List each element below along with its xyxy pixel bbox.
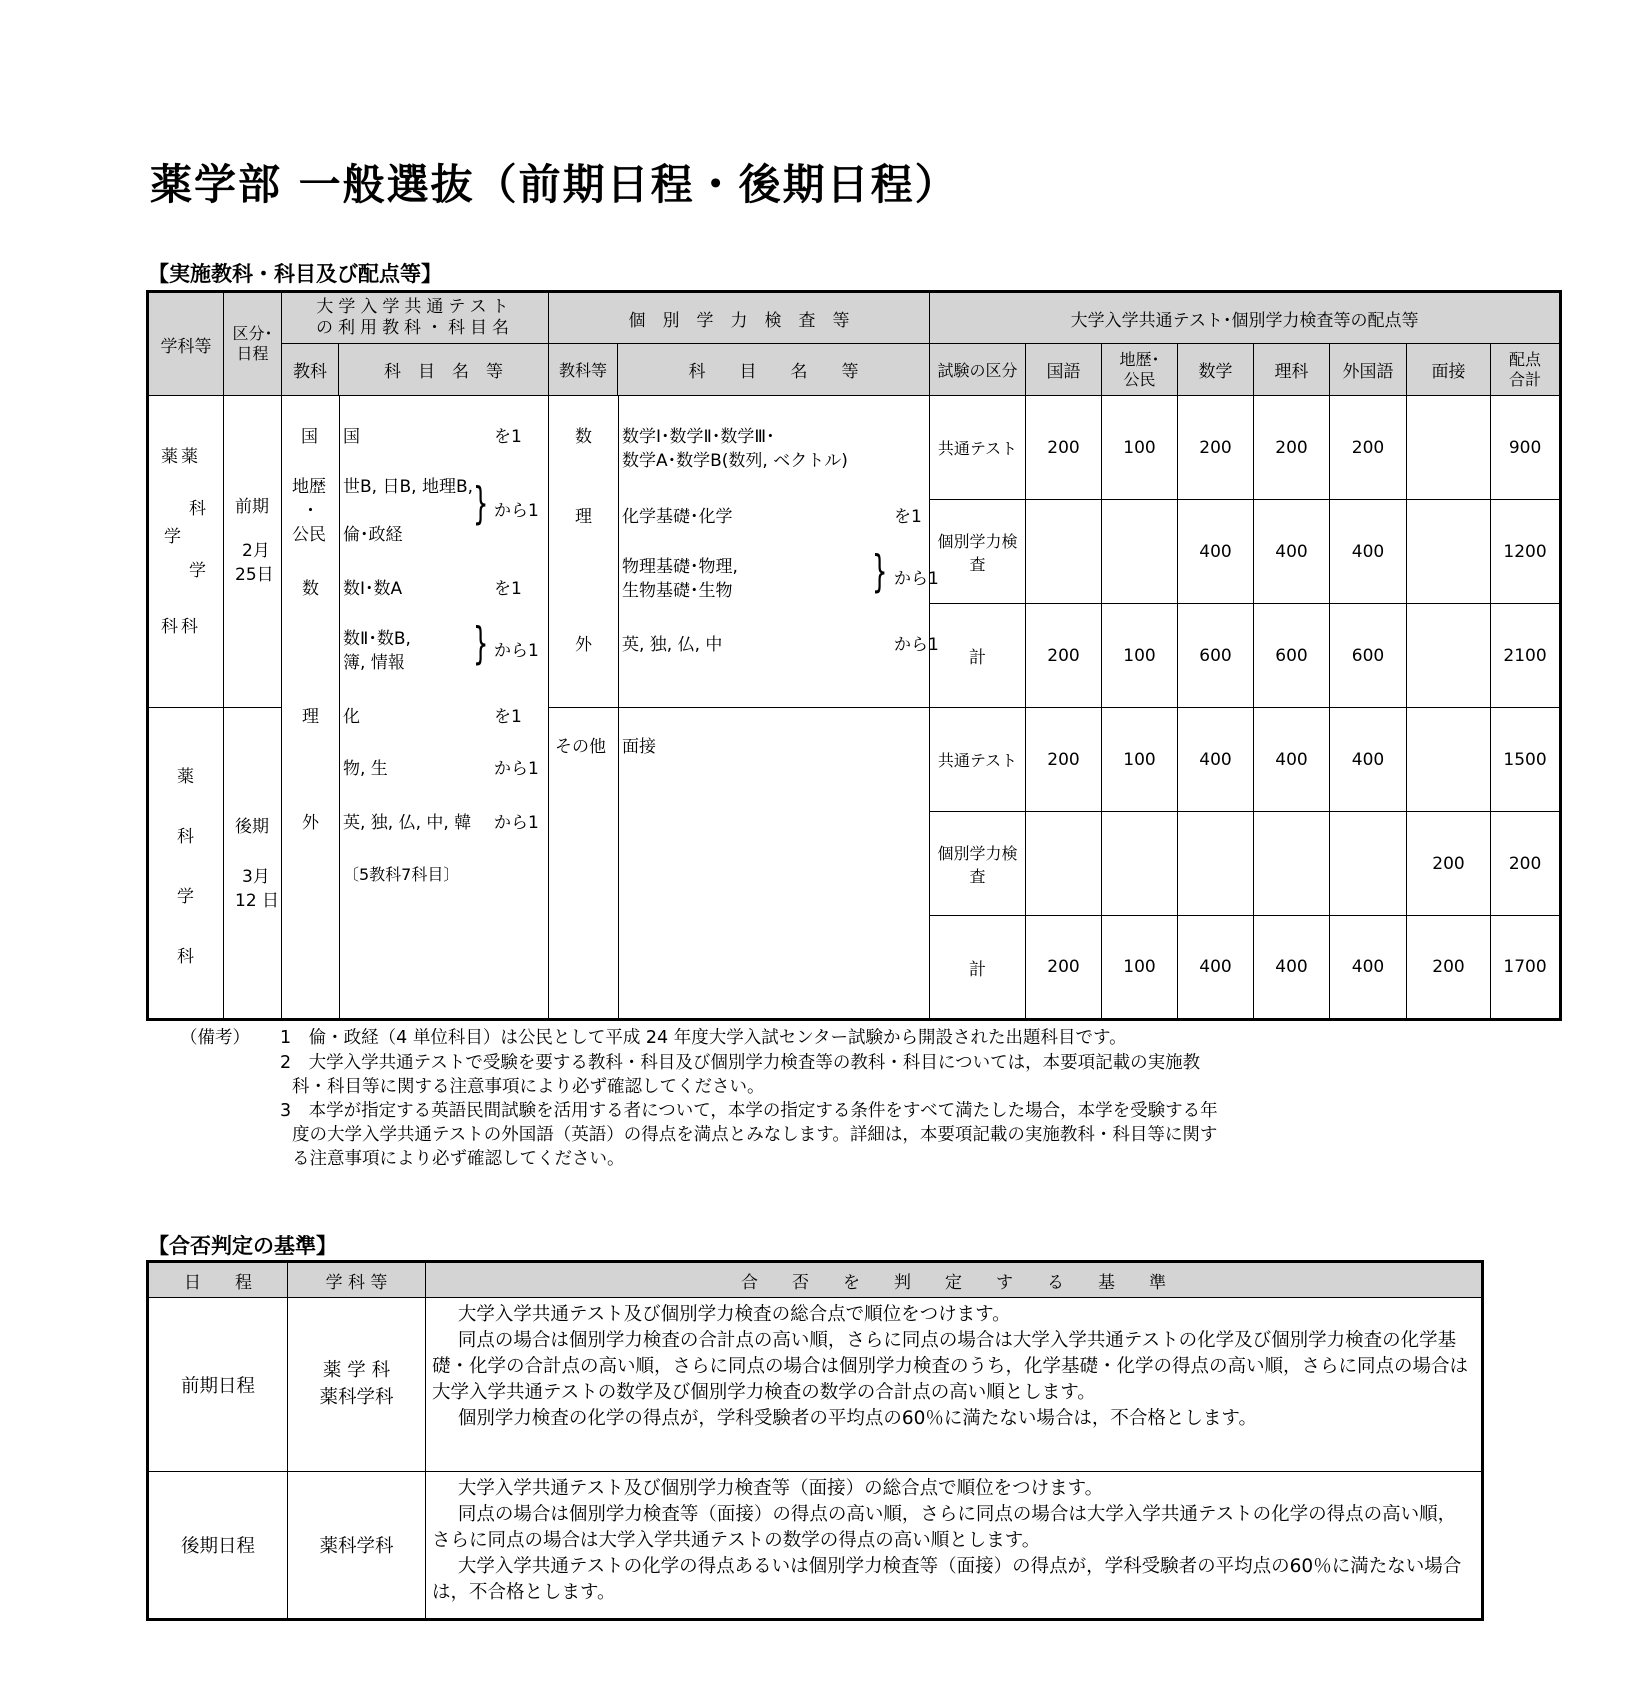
score-sugaku: 400	[1178, 708, 1254, 812]
header-chireki: 地歴･ 公民	[1102, 344, 1178, 396]
score-kokugo: 200	[1026, 604, 1102, 708]
header-kamoku: 科 目 名 等	[339, 344, 549, 396]
score-gaikokugo	[1330, 812, 1407, 916]
criteria-schedule: 後期日程	[148, 1472, 288, 1620]
score-mensetsu	[1407, 708, 1491, 812]
score-kubun: 個別学力検査	[930, 500, 1026, 604]
brace-icon: }	[473, 618, 489, 669]
score-rika	[1254, 812, 1330, 916]
score-kubun: 計	[930, 916, 1026, 1020]
individual-kouki-kyouka: その他	[555, 737, 606, 757]
score-mensetsu	[1407, 604, 1491, 708]
score-gaikokugo: 400	[1330, 500, 1407, 604]
score-kubun: 計	[930, 604, 1026, 708]
score-total: 2100	[1491, 604, 1561, 708]
score-gaikokugo: 400	[1330, 708, 1407, 812]
note-2b: 科・科目等に関する注意事項により必ず確認してください。	[292, 1077, 765, 1097]
brace-icon: }	[872, 546, 888, 597]
common-kyouka-divider	[339, 396, 340, 1018]
criteria-dept: 薬 学 科 薬科学科	[288, 1298, 426, 1472]
header-rika: 理科	[1254, 344, 1330, 396]
score-chireki: 100	[1102, 916, 1178, 1020]
note-2a: 2 大学入学共通テストで受験を要する教科・科目及び個別学力検査等の教科・科目については，本要項記載の実施教	[280, 1053, 1201, 1073]
criteria-text: 大学入学共通テスト及び個別学力検査の総合点で順位をつけます。 同点の場合は個別学力検査の合計点の高い順，さらに同点の場合は大学入学共通テストの化学及び個別学力検査の化学基礎・化学の合計点の高い順，さらに同点の場合は個別学力検査のうち，化学基礎・化学の得点の高い順，さらに同点の場合は大学入学共通テストの数学及び個別学力検査の数学の合計点の高い順とします。 個別学力検査の化学の得点が，学科受験者の平均点の60％に満たない場合は，不合格とします。	[426, 1298, 1483, 1472]
score-mensetsu: 200	[1407, 812, 1491, 916]
criteria-table	[146, 1260, 1484, 1621]
score-rika: 200	[1254, 396, 1330, 500]
score-kubun: 共通テスト	[930, 708, 1026, 812]
score-kokugo	[1026, 812, 1102, 916]
criteria-text: 大学入学共通テスト及び個別学力検査等（面接）の総合点で順位をつけます。 同点の場合は個別学力検査等（面接）の得点の高い順，さらに同点の場合は大学入学共通テストの化学の得点の高い順，さらに同点の場合は大学入学共通テストの数学の得点の高い順とします。 大学入学共通テストの化学の得点あるいは個別学力検査等（面接）の得点が，学科受験者の平均点の60％に満たない場合は，不合格とします。	[426, 1472, 1483, 1620]
notes-label: （備考）	[180, 1028, 250, 1048]
individual-subjects-kouki	[549, 708, 930, 1020]
score-kokugo: 200	[1026, 916, 1102, 1020]
score-total: 900	[1491, 396, 1561, 500]
score-kokugo: 200	[1026, 396, 1102, 500]
score-chireki	[1102, 812, 1178, 916]
common-koku-select: を1	[494, 427, 522, 447]
page-title: 薬学部 一般選抜（前期日程・後期日程）	[150, 160, 959, 209]
score-sugaku: 600	[1178, 604, 1254, 708]
score-mensetsu: 200	[1407, 916, 1491, 1020]
score-kubun: 個別学力検査	[930, 812, 1026, 916]
header-sugaku: 数学	[1178, 344, 1254, 396]
score-gaikokugo: 600	[1330, 604, 1407, 708]
note-3a: 3 本学が指定する英語民間試験を活用する者について，本学の指定する条件をすべて満たした場合，本学を受験する年	[280, 1101, 1218, 1121]
individual-subjects-zenki: 数 数学Ⅰ･数学Ⅱ･数学Ⅲ･ 数学A･数学B(数列, ベクトル) 理 化学基礎･化学 を1 物理基礎･物理, 生物基礎･生物 } から1 外 英, 独, 仏, 中 から1	[549, 396, 930, 708]
score-total: 1200	[1491, 500, 1561, 604]
score-kubun: 共通テスト	[930, 396, 1026, 500]
score-mensetsu	[1407, 396, 1491, 500]
score-sugaku	[1178, 812, 1254, 916]
score-sugaku: 200	[1178, 396, 1254, 500]
header-gaikokugo: 外国語	[1330, 344, 1407, 396]
individual-kyouka-divider-zenki	[618, 396, 619, 707]
score-total: 200	[1491, 812, 1561, 916]
dept-cell-zenki: 薬薬 科 学 学 科科	[148, 396, 224, 708]
header-dept: 学科等	[148, 292, 224, 396]
header-exam-type: 試験の区分	[930, 344, 1026, 396]
score-rika: 400	[1254, 500, 1330, 604]
score-kokugo: 200	[1026, 708, 1102, 812]
common-koku: 国	[301, 427, 318, 447]
header-individual: 個 別 学 力 検 査 等	[549, 292, 930, 344]
header-kamoku-individual: 科 目 名 等	[618, 344, 930, 396]
subjects-score-table	[146, 290, 1562, 1021]
individual-kyouka-divider-kouki	[618, 708, 619, 1018]
schedule-cell-zenki: 前期 2月 25日	[224, 396, 282, 708]
note-1: 1 倫・政経（4 単位科目）は公民として平成 24 年度大学入試センター試験から開設された出題科目です。	[280, 1028, 1127, 1048]
score-rika: 400	[1254, 708, 1330, 812]
dept-cell-kouki: 薬 科 学 科	[148, 708, 224, 1020]
header-total: 配点 合計	[1491, 344, 1561, 396]
header-kyoukatou: 教科等	[549, 344, 618, 396]
score-mensetsu	[1407, 500, 1491, 604]
note-3b: 度の大学入学共通テストの外国語（英語）の得点を満点とみなします。詳細は，本要項記載の実施教科・科目等に関す	[292, 1125, 1218, 1145]
criteria-dept: 薬科学科	[288, 1472, 426, 1620]
schedule-cell-kouki: 後期 3月 12 日	[224, 708, 282, 1020]
score-chireki: 100	[1102, 708, 1178, 812]
brace-icon: }	[473, 478, 489, 529]
criteria-header-dept: 学 科 等	[288, 1262, 426, 1298]
criteria-header-criteria: 合 否 を 判 定 す る 基 準	[426, 1262, 1483, 1298]
header-scores: 大学入学共通テスト･個別学力検査等の配点等	[930, 292, 1561, 344]
section-heading-subjects: 【実施教科・科目及び配点等】	[148, 262, 442, 286]
score-gaikokugo: 200	[1330, 396, 1407, 500]
common-summary: 〔5教科7科目〕	[343, 865, 460, 884]
header-kokugo: 国語	[1026, 344, 1102, 396]
score-total: 1700	[1491, 916, 1561, 1020]
header-division: 区分･ 日程	[224, 292, 282, 396]
score-chireki: 100	[1102, 396, 1178, 500]
score-gaikokugo: 400	[1330, 916, 1407, 1020]
section-heading-criteria: 【合否判定の基準】	[148, 1234, 337, 1258]
note-3c: る注意事項により必ず確認してください。	[292, 1149, 625, 1169]
header-common-test: 大学入学共通テスト の利用教科・科目名	[282, 292, 549, 344]
header-mensetsu: 面接	[1407, 344, 1491, 396]
score-chireki: 100	[1102, 604, 1178, 708]
individual-kouki-subject: 面接	[622, 737, 656, 757]
common-subjects-cell: 国 国 を1 地歴 ・ 公民 世B, 日B, 地理B, 倫･政経 } から1 数 数Ⅰ･数A を1 数Ⅱ･数B, 簿, 情報 } から1 理 化 を1 物, 生 から1 外 英, 独, 仏, 中, 韓 から1 〔5教科7科目〕	[282, 396, 549, 1020]
score-rika: 400	[1254, 916, 1330, 1020]
score-rika: 600	[1254, 604, 1330, 708]
score-total: 1500	[1491, 708, 1561, 812]
score-sugaku: 400	[1178, 916, 1254, 1020]
score-chireki	[1102, 500, 1178, 604]
score-kokugo	[1026, 500, 1102, 604]
score-sugaku: 400	[1178, 500, 1254, 604]
common-koku-subject: 国	[343, 427, 360, 447]
criteria-header-schedule: 日 程	[148, 1262, 288, 1298]
criteria-schedule: 前期日程	[148, 1298, 288, 1472]
header-kyouka: 教科	[282, 344, 339, 396]
